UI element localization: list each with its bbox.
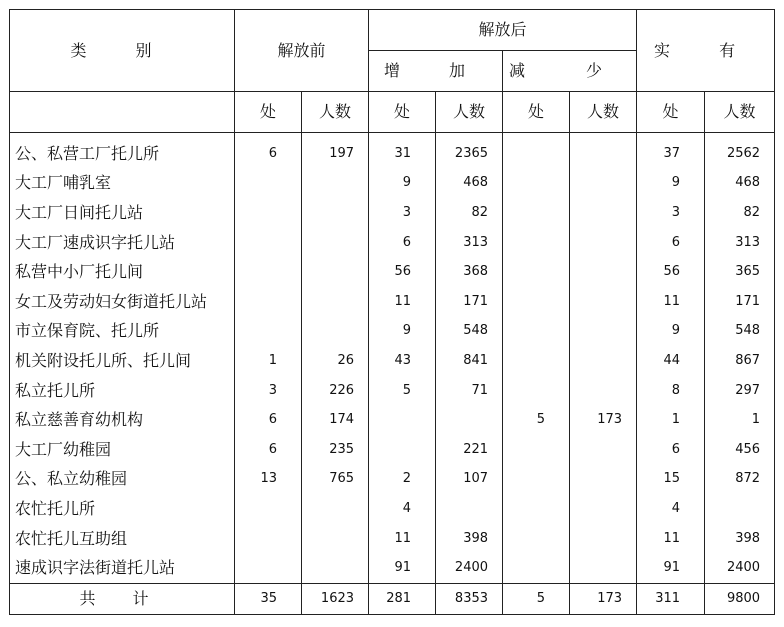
table-row bbox=[10, 198, 775, 228]
cell-decrease-people: 173 bbox=[570, 405, 637, 435]
table-row bbox=[10, 553, 775, 583]
table-row bbox=[10, 346, 775, 376]
cell-increase-people bbox=[436, 494, 503, 524]
cell-decrease-count: 5 bbox=[503, 405, 570, 435]
statistics-table bbox=[9, 9, 775, 615]
cell-decrease-people bbox=[570, 435, 637, 465]
row-category: 大工厂幼稚园 bbox=[10, 435, 235, 465]
cell-actual-people: 2400 bbox=[705, 553, 775, 583]
cell-before-count bbox=[235, 228, 302, 258]
cell-decrease-count bbox=[503, 494, 570, 524]
cell-increase-count: 2 bbox=[369, 465, 436, 495]
unit-header: 处 bbox=[369, 92, 436, 133]
row-category: 大工厂速成识字托儿站 bbox=[10, 228, 235, 258]
cell-before-people: 765 bbox=[302, 465, 369, 495]
header-blank bbox=[10, 92, 235, 133]
cell-before-count bbox=[235, 287, 302, 317]
cell-increase-count: 11 bbox=[369, 287, 436, 317]
cell-actual-count: 8 bbox=[637, 376, 705, 406]
cell-actual-count: 3 bbox=[637, 198, 705, 228]
cell-before-people: 1623 bbox=[302, 583, 369, 614]
cell-actual-people: 548 bbox=[705, 317, 775, 347]
unit-header: 处 bbox=[637, 92, 705, 133]
cell-before-count bbox=[235, 169, 302, 199]
cell-decrease-count: 5 bbox=[503, 583, 570, 614]
cell-before-count: 6 bbox=[235, 405, 302, 435]
row-category: 速成识字法街道托儿站 bbox=[10, 553, 235, 583]
cell-before-people bbox=[302, 287, 369, 317]
cell-decrease-count bbox=[503, 198, 570, 228]
cell-decrease-people bbox=[570, 346, 637, 376]
row-category: 私营中小厂托儿间 bbox=[10, 257, 235, 287]
row-category: 市立保育院、托儿所 bbox=[10, 317, 235, 347]
cell-actual-people: 365 bbox=[705, 257, 775, 287]
table-row bbox=[10, 465, 775, 495]
cell-before-count: 1 bbox=[235, 346, 302, 376]
cell-increase-people: 107 bbox=[436, 465, 503, 495]
row-category: 机关附设托儿所、托儿间 bbox=[10, 346, 235, 376]
cell-decrease-count bbox=[503, 169, 570, 199]
row-category: 女工及劳动妇女街道托儿站 bbox=[10, 287, 235, 317]
cell-before-count: 6 bbox=[235, 435, 302, 465]
cell-before-people bbox=[302, 524, 369, 554]
header-category: 类 别 bbox=[10, 10, 235, 92]
cell-actual-people: 867 bbox=[705, 346, 775, 376]
table-row bbox=[10, 405, 775, 435]
row-category: 公、私营工厂托儿所 bbox=[10, 133, 235, 169]
unit-header: 人数 bbox=[570, 92, 637, 133]
header-decrease: 减 少 bbox=[503, 51, 637, 92]
cell-decrease-people bbox=[570, 169, 637, 199]
cell-increase-people: 8353 bbox=[436, 583, 503, 614]
cell-actual-people: 313 bbox=[705, 228, 775, 258]
total-row bbox=[10, 583, 775, 614]
cell-decrease-people bbox=[570, 257, 637, 287]
header-actual: 实 有 bbox=[637, 10, 775, 92]
cell-actual-count: 6 bbox=[637, 435, 705, 465]
cell-decrease-people bbox=[570, 524, 637, 554]
cell-actual-count: 9 bbox=[637, 169, 705, 199]
cell-actual-people: 872 bbox=[705, 465, 775, 495]
cell-increase-count: 6 bbox=[369, 228, 436, 258]
header-before-liberation: 解放前 bbox=[235, 10, 369, 92]
cell-increase-people: 468 bbox=[436, 169, 503, 199]
cell-before-count: 6 bbox=[235, 133, 302, 169]
cell-before-people bbox=[302, 494, 369, 524]
cell-increase-people: 82 bbox=[436, 198, 503, 228]
table-row bbox=[10, 494, 775, 524]
cell-increase-count: 3 bbox=[369, 198, 436, 228]
table-row bbox=[10, 435, 775, 465]
table-row bbox=[10, 228, 775, 258]
cell-actual-count: 4 bbox=[637, 494, 705, 524]
cell-increase-people: 71 bbox=[436, 376, 503, 406]
cell-decrease-people bbox=[570, 376, 637, 406]
cell-increase-people bbox=[436, 405, 503, 435]
cell-decrease-count bbox=[503, 524, 570, 554]
cell-increase-count: 4 bbox=[369, 494, 436, 524]
cell-increase-count: 9 bbox=[369, 169, 436, 199]
row-category: 私立慈善育幼机构 bbox=[10, 405, 235, 435]
cell-increase-count: 91 bbox=[369, 553, 436, 583]
cell-decrease-count bbox=[503, 228, 570, 258]
cell-before-count bbox=[235, 257, 302, 287]
cell-decrease-people bbox=[570, 287, 637, 317]
cell-increase-count: 31 bbox=[369, 133, 436, 169]
cell-increase-count: 11 bbox=[369, 524, 436, 554]
table-row bbox=[10, 287, 775, 317]
row-category: 共 计 bbox=[10, 583, 235, 614]
cell-actual-count: 44 bbox=[637, 346, 705, 376]
cell-before-count bbox=[235, 494, 302, 524]
cell-before-people bbox=[302, 169, 369, 199]
table-row bbox=[10, 257, 775, 287]
table-row bbox=[10, 169, 775, 199]
row-category: 农忙托儿所 bbox=[10, 494, 235, 524]
cell-decrease-count bbox=[503, 133, 570, 169]
cell-actual-count: 91 bbox=[637, 553, 705, 583]
cell-before-people: 174 bbox=[302, 405, 369, 435]
cell-actual-people: 468 bbox=[705, 169, 775, 199]
cell-increase-people: 398 bbox=[436, 524, 503, 554]
unit-header: 处 bbox=[235, 92, 302, 133]
cell-before-count bbox=[235, 524, 302, 554]
cell-actual-people: 1 bbox=[705, 405, 775, 435]
cell-increase-people: 2400 bbox=[436, 553, 503, 583]
cell-increase-count bbox=[369, 405, 436, 435]
header-after-liberation: 解放后 bbox=[369, 10, 637, 51]
cell-before-count: 3 bbox=[235, 376, 302, 406]
cell-actual-count: 37 bbox=[637, 133, 705, 169]
cell-increase-count: 281 bbox=[369, 583, 436, 614]
table-row bbox=[10, 524, 775, 554]
cell-before-people bbox=[302, 228, 369, 258]
cell-actual-count: 311 bbox=[637, 583, 705, 614]
row-category: 公、私立幼稚园 bbox=[10, 465, 235, 495]
cell-increase-people: 171 bbox=[436, 287, 503, 317]
cell-decrease-count bbox=[503, 465, 570, 495]
cell-increase-people: 548 bbox=[436, 317, 503, 347]
cell-before-count bbox=[235, 317, 302, 347]
unit-header: 处 bbox=[503, 92, 570, 133]
cell-decrease-count bbox=[503, 287, 570, 317]
cell-actual-people: 2562 bbox=[705, 133, 775, 169]
cell-actual-people bbox=[705, 494, 775, 524]
cell-actual-count: 56 bbox=[637, 257, 705, 287]
cell-increase-count: 9 bbox=[369, 317, 436, 347]
row-category: 私立托儿所 bbox=[10, 376, 235, 406]
cell-before-people: 235 bbox=[302, 435, 369, 465]
cell-decrease-count bbox=[503, 346, 570, 376]
cell-increase-count: 43 bbox=[369, 346, 436, 376]
cell-increase-people: 313 bbox=[436, 228, 503, 258]
table-row bbox=[10, 376, 775, 406]
cell-decrease-count bbox=[503, 317, 570, 347]
cell-increase-count: 56 bbox=[369, 257, 436, 287]
table-row bbox=[10, 133, 775, 169]
header-increase: 增 加 bbox=[369, 51, 503, 92]
cell-before-people bbox=[302, 317, 369, 347]
cell-before-people bbox=[302, 553, 369, 583]
cell-decrease-people bbox=[570, 133, 637, 169]
cell-before-people: 26 bbox=[302, 346, 369, 376]
cell-actual-count: 6 bbox=[637, 228, 705, 258]
unit-header: 人数 bbox=[705, 92, 775, 133]
cell-before-people: 197 bbox=[302, 133, 369, 169]
cell-decrease-people bbox=[570, 494, 637, 524]
cell-decrease-count bbox=[503, 376, 570, 406]
cell-increase-people: 2365 bbox=[436, 133, 503, 169]
cell-decrease-people bbox=[570, 317, 637, 347]
cell-decrease-people: 173 bbox=[570, 583, 637, 614]
cell-decrease-count bbox=[503, 257, 570, 287]
cell-actual-people: 171 bbox=[705, 287, 775, 317]
cell-before-count: 35 bbox=[235, 583, 302, 614]
cell-decrease-people bbox=[570, 553, 637, 583]
cell-actual-people: 456 bbox=[705, 435, 775, 465]
cell-actual-people: 398 bbox=[705, 524, 775, 554]
cell-decrease-people bbox=[570, 465, 637, 495]
cell-actual-count: 1 bbox=[637, 405, 705, 435]
cell-decrease-people bbox=[570, 198, 637, 228]
cell-increase-people: 221 bbox=[436, 435, 503, 465]
cell-actual-people: 82 bbox=[705, 198, 775, 228]
cell-decrease-count bbox=[503, 553, 570, 583]
table-body bbox=[10, 133, 775, 615]
cell-actual-people: 297 bbox=[705, 376, 775, 406]
cell-actual-count: 9 bbox=[637, 317, 705, 347]
cell-decrease-people bbox=[570, 228, 637, 258]
unit-header: 人数 bbox=[302, 92, 369, 133]
table-row bbox=[10, 317, 775, 347]
cell-increase-people: 368 bbox=[436, 257, 503, 287]
row-category: 农忙托儿互助组 bbox=[10, 524, 235, 554]
cell-before-people: 226 bbox=[302, 376, 369, 406]
row-category: 大工厂哺乳室 bbox=[10, 169, 235, 199]
cell-increase-count bbox=[369, 435, 436, 465]
cell-actual-count: 11 bbox=[637, 524, 705, 554]
cell-before-people bbox=[302, 257, 369, 287]
cell-before-count: 13 bbox=[235, 465, 302, 495]
cell-increase-count: 5 bbox=[369, 376, 436, 406]
cell-before-count bbox=[235, 553, 302, 583]
cell-before-people bbox=[302, 198, 369, 228]
cell-actual-count: 11 bbox=[637, 287, 705, 317]
row-category: 大工厂日间托儿站 bbox=[10, 198, 235, 228]
cell-before-count bbox=[235, 198, 302, 228]
cell-actual-count: 15 bbox=[637, 465, 705, 495]
unit-header: 人数 bbox=[436, 92, 503, 133]
cell-increase-people: 841 bbox=[436, 346, 503, 376]
cell-decrease-count bbox=[503, 435, 570, 465]
cell-actual-people: 9800 bbox=[705, 583, 775, 614]
